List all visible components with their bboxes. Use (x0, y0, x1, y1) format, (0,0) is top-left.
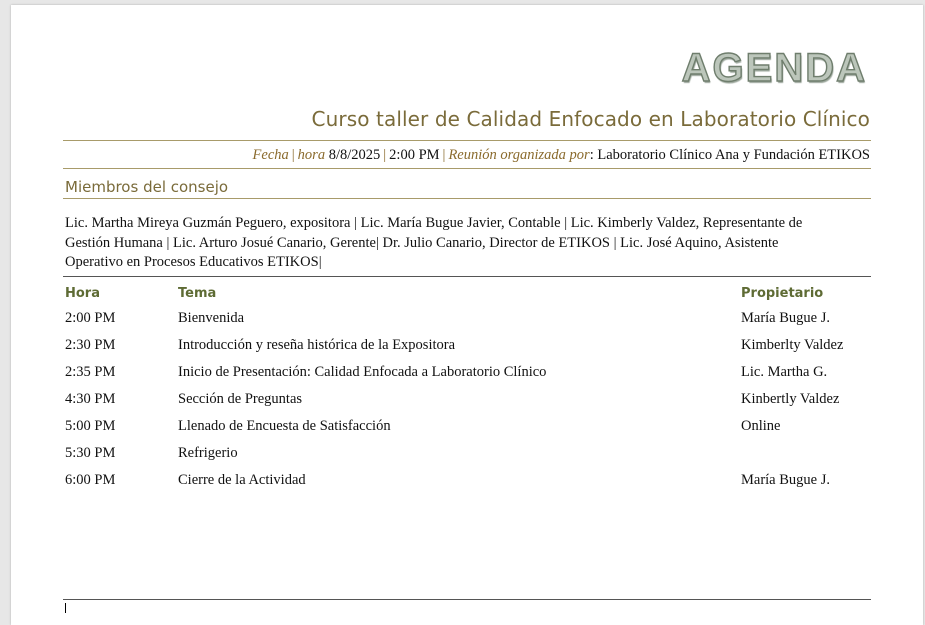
organizer-label: Reunión organizada por (448, 147, 590, 163)
row-propietario: Kinbertly Valdez (741, 391, 840, 407)
table-row (65, 391, 885, 418)
table-row (65, 445, 885, 472)
row-hora: 5:00 PM (65, 418, 116, 434)
row-tema: Inicio de Presentación: Calidad Enfocada a Laboratorio Clínico (178, 364, 547, 380)
table-row (65, 310, 885, 337)
row-tema: Introducción y reseña histórica de la Expositora (178, 337, 456, 353)
row-tema: Bienvenida (178, 310, 245, 326)
table-row (65, 418, 885, 445)
header-hora: Hora (65, 286, 100, 301)
row-hora: 2:30 PM (65, 337, 116, 353)
divider-line (63, 198, 871, 199)
row-hora: 2:00 PM (65, 310, 116, 326)
organizer-value: : Laboratorio Clínico Ana y Fundación ETIKOS (589, 147, 870, 163)
row-tema: Sección de Preguntas (178, 391, 303, 407)
row-hora: 2:35 PM (65, 364, 116, 380)
meeting-meta (253, 148, 870, 163)
row-propietario: María Bugue J. (741, 310, 830, 326)
separator: | (442, 147, 446, 163)
header-tema: Tema (178, 286, 217, 301)
members-list: Lic. Martha Mireya Guzmán Peguero, expositora | Lic. María Bugue Javier, Contable | Lic. Kimberly Valdez, Representante de Gestión Humana | Lic. Arturo Josué Canario, Gerente| Dr. Julio Canario, Director de ETIKOS | Lic. José Aquino, Asistente Operativo en Procesos Educativos ETIKOS| (65, 215, 803, 270)
row-hora: 4:30 PM (65, 391, 116, 407)
header-propietario: Propietario (741, 286, 824, 301)
divider-line (63, 168, 871, 169)
members-heading: Miembros del consejo (65, 178, 229, 196)
meeting-date: 8/8/2025 (328, 147, 381, 163)
table-row (65, 364, 885, 391)
row-hora: 5:30 PM (65, 445, 116, 461)
row-propietario: Kimberlty Valdez (741, 337, 844, 353)
row-propietario: Lic. Martha G. (741, 364, 828, 380)
fecha-label: Fecha (252, 147, 289, 163)
row-tema: Llenado de Encuesta de Satisfacción (178, 418, 391, 434)
separator: | (383, 147, 387, 163)
row-propietario: Online (741, 418, 781, 434)
divider-line (63, 140, 871, 141)
document-page[interactable] (11, 5, 923, 625)
meeting-time: 2:00 PM (389, 147, 440, 163)
table-header-row (65, 286, 885, 310)
row-tema: Cierre de la Actividad (178, 472, 306, 488)
row-propietario: María Bugue J. (741, 472, 830, 488)
divider-line (63, 599, 871, 600)
table-row (65, 472, 885, 499)
row-tema: Refrigerio (178, 445, 238, 461)
agenda-title: AGENDA (681, 46, 867, 90)
row-hora: 6:00 PM (65, 472, 116, 488)
divider-line (63, 276, 871, 277)
hora-label: hora (297, 147, 326, 163)
agenda-table (65, 286, 885, 499)
course-subtitle: Curso taller de Calidad Enfocado en Laboratorio Clínico (311, 107, 870, 131)
table-row (65, 337, 885, 364)
separator: | (291, 147, 295, 163)
